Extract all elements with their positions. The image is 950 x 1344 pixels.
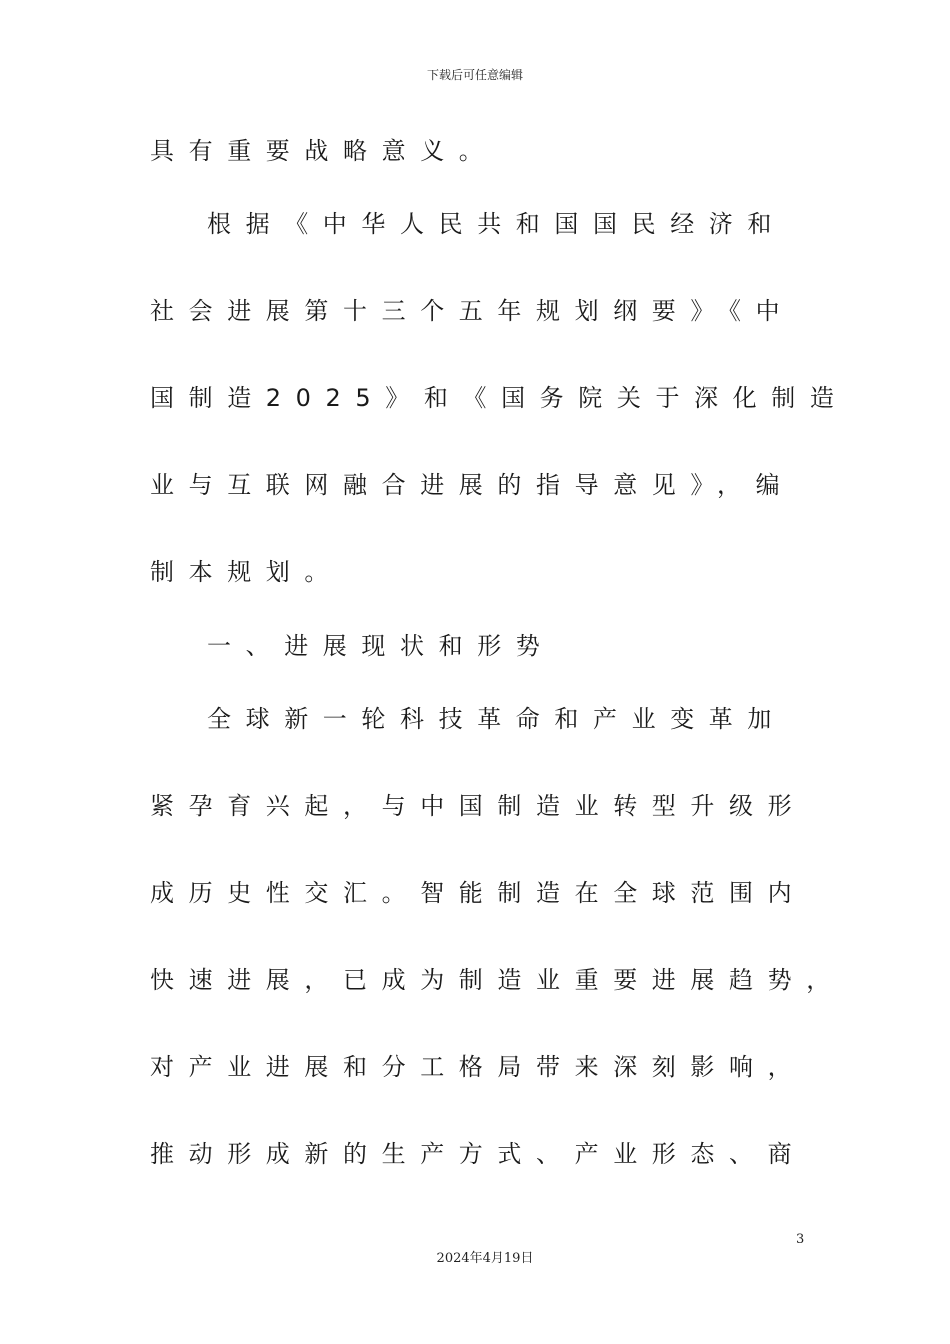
footer-date: 2024年4月19日 <box>436 1251 534 1266</box>
body-line-5: 业与互联网融合进展的指导意见》，编 <box>150 471 795 499</box>
body-line-3: 社会进展第十三个五年规划纲要》《中 <box>150 297 795 325</box>
page-header: 下载后可任意编辑 <box>426 68 523 82</box>
body-line-13: 推动形成新的生产方式、产业形态、商 <box>150 1140 807 1168</box>
body-line-1: 具有重要战略意义。 <box>150 137 498 165</box>
body-line-10: 成历史性交汇。智能制造在全球范围内 <box>150 879 807 907</box>
body-line-9: 紧孕育兴起，与中国制造业转型升级形 <box>150 792 807 820</box>
body-line-12: 对产业进展和分工格局带来深刻影响， <box>150 1053 807 1081</box>
body-line-6: 制本规划。 <box>150 558 343 586</box>
page-number: 3 <box>796 1232 805 1247</box>
body-line-2: 根据《中华人民共和国国民经济和 <box>207 210 786 238</box>
section-heading: 一、进展现状和形势 <box>207 632 555 660</box>
body-line-4: 国制造2025》和《国务院关于深化制造 <box>150 384 849 412</box>
body-line-11: 快速进展，已成为制造业重要进展趋势， <box>150 966 845 994</box>
body-line-8: 全球新一轮科技革命和产业变革加 <box>207 705 786 733</box>
